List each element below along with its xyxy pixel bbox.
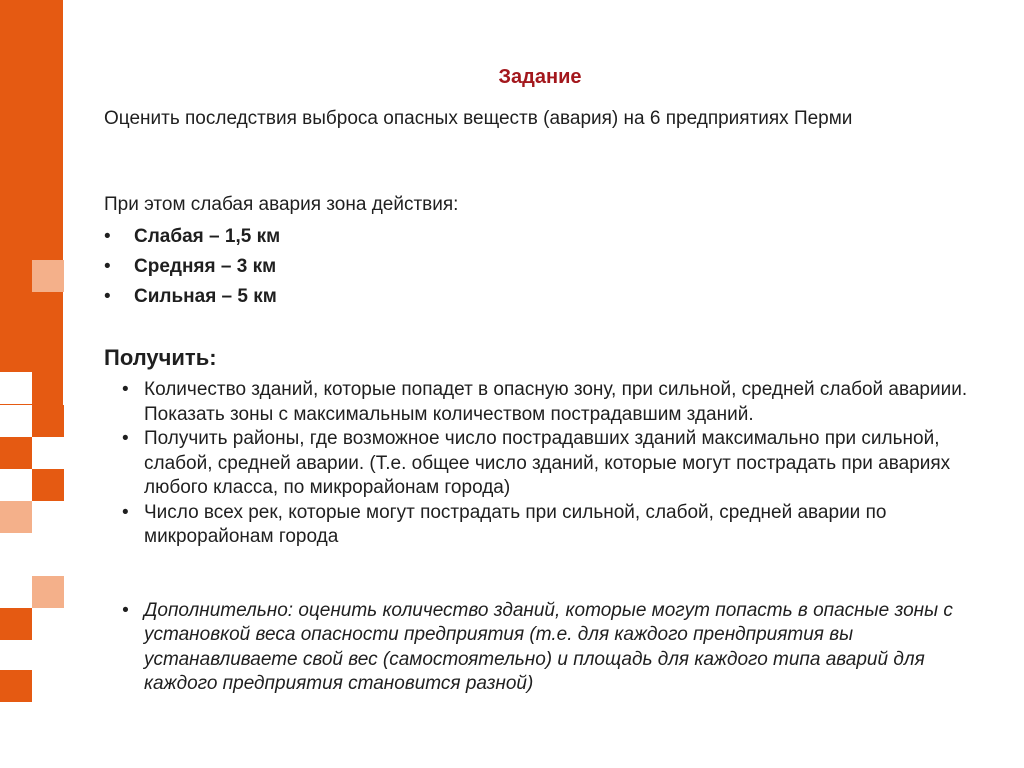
decor-square: [0, 608, 32, 640]
task-list: [122, 378, 1002, 697]
task-text: Число всех рек, которые могут пострадать при сильной, слабой, средней аварии по микрорайонам города: [144, 501, 887, 547]
decor-square: [0, 501, 32, 533]
task-item: • Получить районы, где возможное число пострадавших зданий максимально при сильной, слабой, средней аварии. (Т.е. общее число зданий, которые могут пострадать при авариях любого класса, по микрорайонам города): [122, 428, 951, 498]
task-text: Дополнительно: оценить количество зданий, которые могут попасть в опасные зоны с установкой веса опасности предприятия (т.е. для каждого прендприятия вы устанавливаете свой вес (самостоятельно) и площадь для каждого типа аварий для каждого предприятия становится разной): [144, 599, 953, 694]
task-item: • Количество зданий, которые попадет в опасную зону, при сильной, средней слабой авариии. Показать зоны с максимальным количеством пострадавшим зданий.: [122, 379, 968, 425]
zone-item: • Сильная – 5 км: [104, 286, 277, 307]
decor-square: [32, 469, 64, 501]
zone-label: Средняя – 3 км: [134, 256, 277, 277]
decor-square: [0, 437, 32, 469]
task-intro: Оценить последствия выброса опасных веществ (авария) на 6 предприятиях Перми: [104, 108, 853, 129]
task-item-additional: • Дополнительно: оценить количество зданий, которые могут попасть в опасные зоны с установкой веса опасности предприятия (т.е. для каждого прендприятия вы устанавливаете свой вес (самостоятельно) и площадь для каждого типа аварий для каждого предприятия становится разной): [122, 599, 953, 694]
zone-list: [104, 222, 280, 312]
task-text: Количество зданий, которые попадет в опасную зону, при сильной, средней слабой авариии. Показать зоны с максимальным количеством пострадавшим зданий.: [144, 379, 968, 425]
decor-square: [0, 670, 32, 702]
decorative-stripe: [0, 0, 63, 405]
decor-square: [32, 576, 64, 608]
conditions-lead: При этом слабая авария зона действия:: [104, 194, 459, 215]
decor-square: [32, 260, 64, 292]
slide-title: Задание: [498, 66, 582, 88]
task-item: • Число всех рек, которые могут пострадать при сильной, слабой, средней аварии по микрорайонам города: [122, 501, 887, 547]
decor-square: [0, 372, 32, 404]
task-text: Получить районы, где возможное число пострадавших зданий максимально при сильной, слабой, средней аварии. (Т.е. общее число зданий, которые могут пострадать при авариях любого класса, по микрорайонам города): [144, 428, 951, 498]
zone-item: • Средняя – 3 км: [104, 256, 277, 277]
decor-square: [32, 405, 64, 437]
get-heading: Получить:: [104, 345, 217, 370]
zone-item: • Слабая – 1,5 км: [104, 226, 281, 247]
zone-label: Сильная – 5 км: [134, 286, 277, 307]
zone-label: Слабая – 1,5 км: [134, 226, 281, 247]
